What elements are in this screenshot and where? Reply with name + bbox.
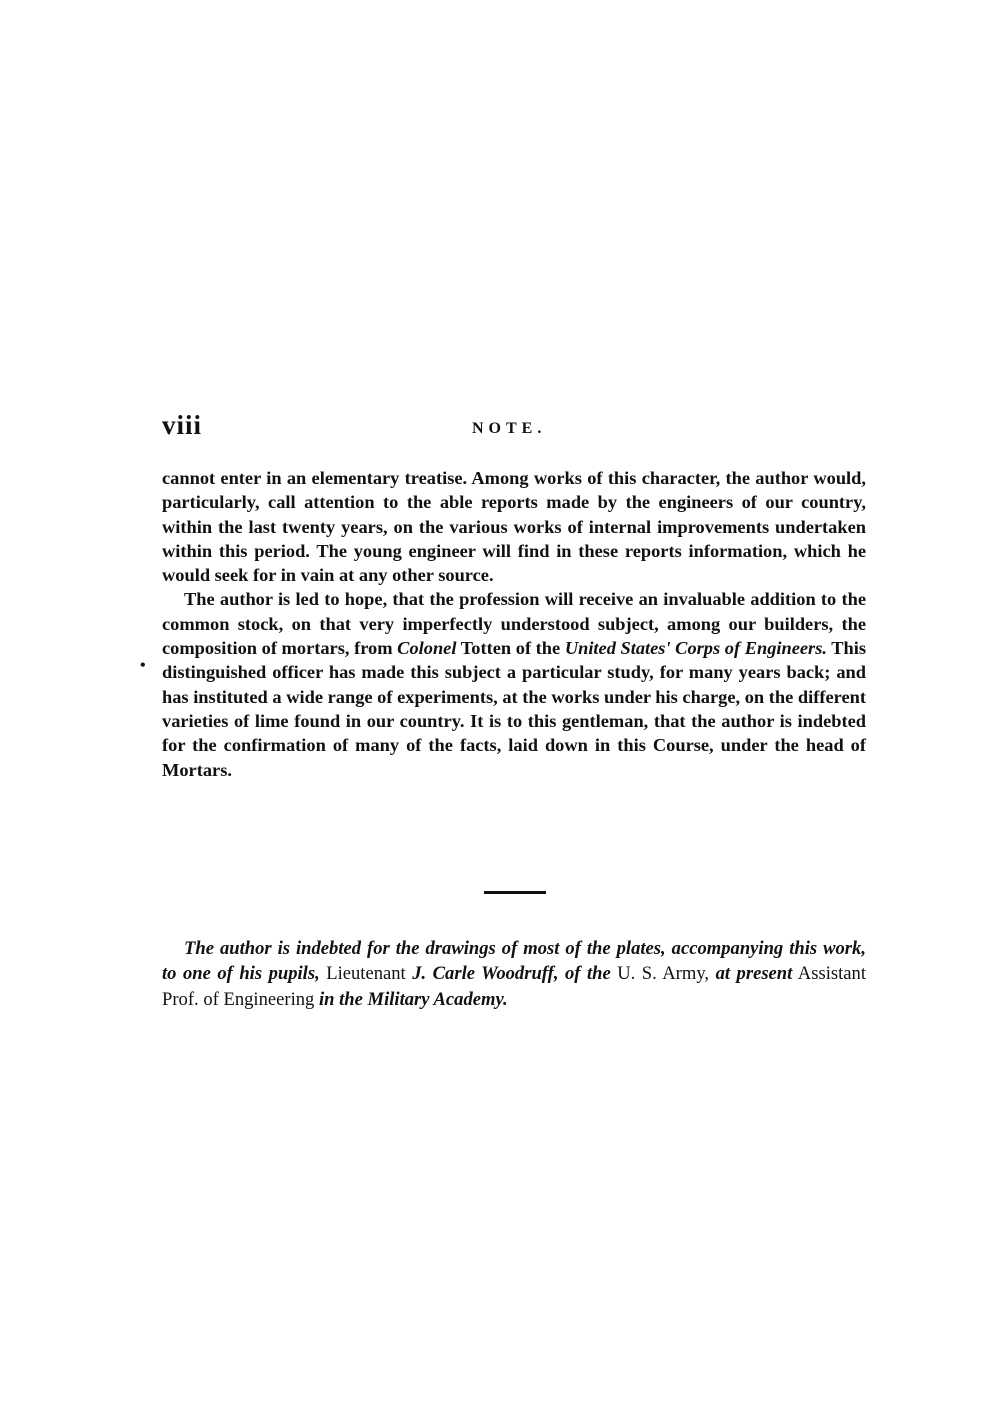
- body-text: [162, 466, 866, 782]
- paragraph-2: [162, 587, 866, 781]
- paragraph-2-italic-colonel: Colonel: [397, 638, 457, 659]
- paragraph-1: cannot enter in an elementary treatise. Among works of this character, the author would, particularly, call attention to the able reports made by the engineers of our country, within the last twenty years, on the various works of internal improvements undertaken within this period. The young engineer will find in these reports information, which he would seek for in vain at any other source.: [162, 468, 866, 586]
- footnote-text-c: Assistant Prof. of Engineering: [162, 963, 866, 1010]
- paragraph-2-text-c: This distinguished officer has made this subject a particular study, for many years back; and has instituted a wide range of experiments, at the works under his charge, on the different varieties of lime found in our country. It is to this gentleman, that the author is indebted for the confirmation of many of the facts, laid down in this Course, under the head of Mortars.: [162, 638, 867, 780]
- footnote-text-a: Lieutenant: [319, 963, 413, 985]
- page-header: [162, 410, 866, 444]
- paragraph-2-text-b: Totten of the: [456, 638, 565, 659]
- footnote-italic-a: The author is indebted for the drawings of most of the plates, accompanying this work, to one of his pupils,: [162, 937, 866, 985]
- footnote-italic-present: at present: [715, 963, 793, 985]
- footnote-italic-name: J. Carle Woodruff, of the: [412, 963, 611, 985]
- paragraph-2-text-a: The author is led to hope, that the profession will receive an invaluable addition to the common stock, on that very imperfectly understood subject, among our builders, the composition of mortars, from: [162, 589, 866, 659]
- footnote-italic-academy: in the Military Academy.: [318, 988, 508, 1010]
- page-number: viii: [162, 410, 203, 440]
- running-head: NOTE.: [472, 420, 547, 437]
- section-divider-rule: [484, 891, 546, 894]
- margin-mark: •: [140, 657, 146, 674]
- footnote: [162, 936, 866, 1013]
- paragraph-2-italic-corps: United States' Corps of Engineers.: [564, 638, 827, 659]
- footnote-text-b: U. S. Army,: [610, 963, 716, 985]
